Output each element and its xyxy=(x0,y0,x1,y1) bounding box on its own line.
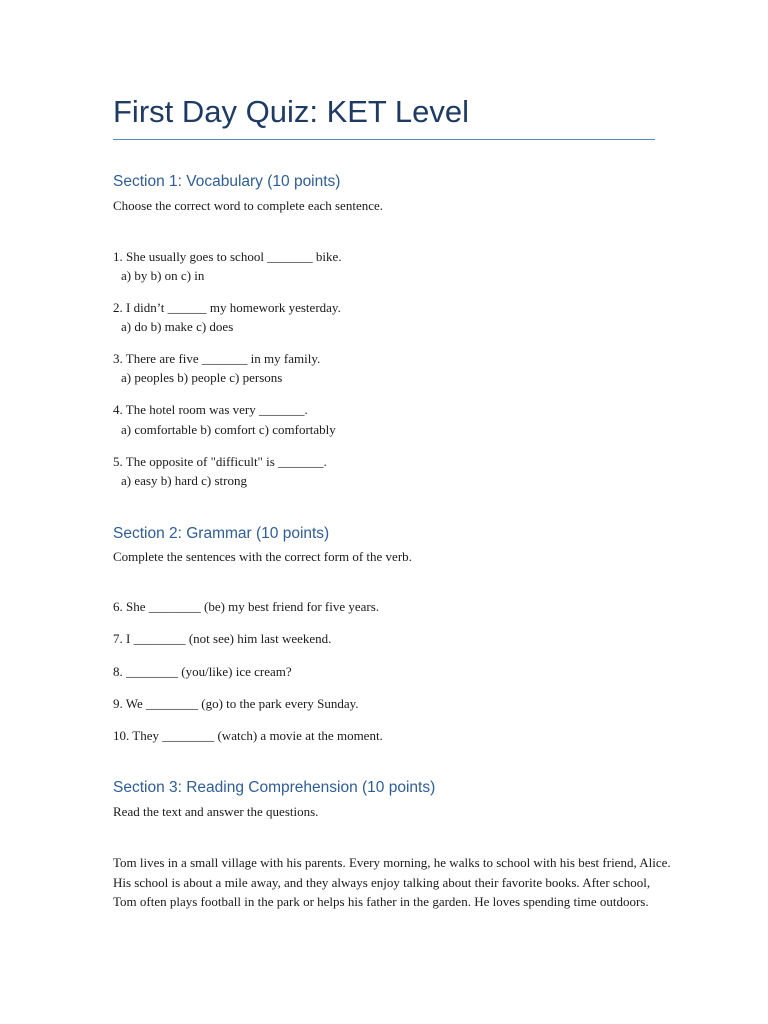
question-7: 7. I ________ (not see) him last weekend. xyxy=(113,631,332,646)
section-3-heading: Section 3: Reading Comprehension (10 points) xyxy=(113,779,436,796)
section-2-heading: Section 2: Grammar (10 points) xyxy=(113,525,330,542)
section-1-heading: Section 1: Vocabulary (10 points) xyxy=(113,173,341,190)
question-4: 4. The hotel room was very _______. xyxy=(113,402,308,417)
title-underline xyxy=(113,139,655,140)
page-title: First Day Quiz: KET Level xyxy=(113,94,470,129)
question-5: 5. The opposite of "difficult" is _______. xyxy=(113,454,327,469)
question-1: 1. She usually goes to school _______ bike. xyxy=(113,249,342,264)
question-2-options: a) do b) make c) does xyxy=(121,319,234,334)
question-6: 6. She ________ (be) my best friend for five years. xyxy=(113,599,380,614)
section-2-instructions: Complete the sentences with the correct form of the verb. xyxy=(113,549,412,564)
question-2: 2. I didn’t ______ my homework yesterday. xyxy=(113,300,341,315)
question-10: 10. They ________ (watch) a movie at the moment. xyxy=(113,728,383,743)
question-9: 9. We ________ (go) to the park every Sunday. xyxy=(113,696,359,711)
question-5-options: a) easy b) hard c) strong xyxy=(121,473,247,488)
question-8: 8. ________ (you/like) ice cream? xyxy=(113,664,292,679)
section-1-instructions: Choose the correct word to complete each sentence. xyxy=(113,198,383,213)
question-3-options: a) peoples b) people c) persons xyxy=(121,370,283,385)
question-1-options: a) by b) on c) in xyxy=(121,268,205,283)
section-3-instructions: Read the text and answer the questions. xyxy=(113,804,319,819)
question-3: 3. There are five _______ in my family. xyxy=(113,351,321,366)
question-4-options: a) comfortable b) comfort c) comfortably xyxy=(121,422,336,437)
reading-passage: Tom lives in a small village with his parents. Every morning, he walks to school with his best friend, Alice. His school is about a mile away, and they always enjoy talking about their favorite books. After school, Tom often plays football in the park or helps his father in the garden. He loves spending time outdoors. xyxy=(113,855,671,910)
